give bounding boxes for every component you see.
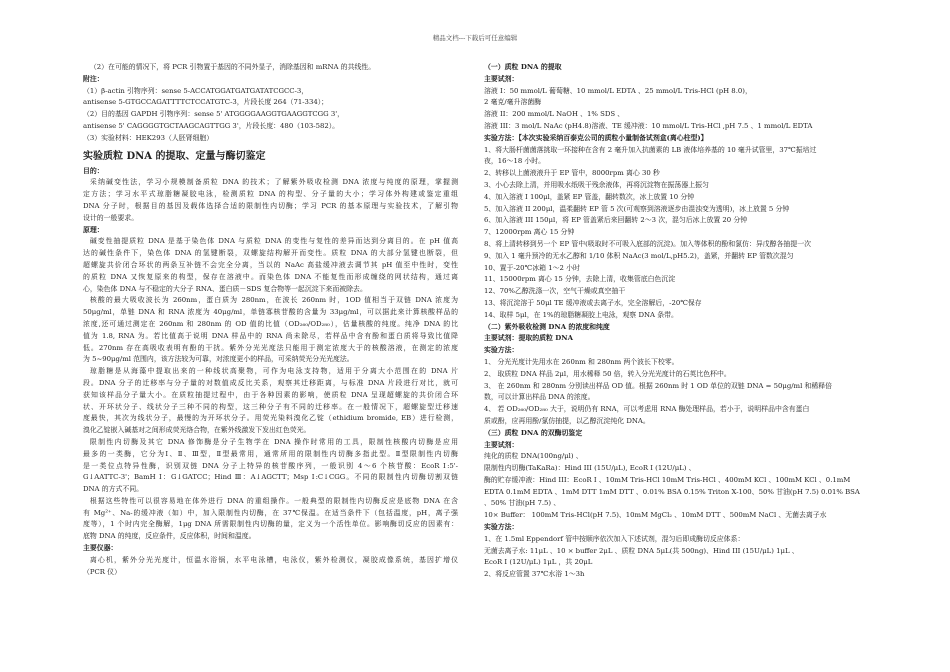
text-line: （3）实验材料：HEK293（人胚肾细胞） xyxy=(83,133,214,142)
page-header: 精品文档---下载后可任意编辑 xyxy=(432,34,518,42)
text-line: 主要试剂： xyxy=(484,440,519,449)
text-line: 2、转移以上菌液液升于 EP 管中，8000rpm 离心 30 秒 xyxy=(484,169,660,178)
text-line: 数，可以计算出样品 DNA 的浓度。 xyxy=(484,393,595,402)
text-line: （2）目的基因 GAPDH 引物序列：sense 5' ATGGGGAAGGTGAAGGTCGG 3'， xyxy=(83,110,345,119)
text-line: （二）紫外吸收检测 DNA 的浓度和纯度 xyxy=(484,322,610,331)
text-line: 是一类位点特异性酶，识别双链 DNA 分子上特异的核苷酸序列，一般识别 4～6 个核苷酸：EcoR Ⅰ:5'- xyxy=(83,461,458,470)
text-line: 有 Mg²⁺、Na-的缓冲液（如）中，加入限制性内切酶，在 37℃保温。在适当条件下（包括温度，pH，离子强 xyxy=(83,508,458,517)
text-line: 度最快，其次为线状分子，最慢的为开环状分子。用荧光染料溴化乙锭（ethidium bromide, EB）进行检测， xyxy=(83,414,458,423)
text-line: 溶液 III：3 mol/L NaAc (pH4.8)溶液、TE 缓冲液：10 mmol/L Tris-HCl ,pH 7.5 、1 mmol/L EDTA xyxy=(484,121,813,130)
text-line: 附注： xyxy=(83,74,104,83)
text-line: 度等），1 个时内完全酶解，1μg DNA 所需限制性内切酶的量，定义为一个活性单位。影响酶切反应的因素有： xyxy=(83,520,458,529)
text-line: DNA 分子时，根据目的基因及载体选择合适的限制性内切酶；学习 PCR 的基本原理与实验技术，了解引物 xyxy=(83,201,458,210)
text-line: 核酸的最大吸收波长为 260nm，蛋白质为 280nm，在波长 260nm 时，1OD 值相当于双链 DNA 浓度为 xyxy=(89,296,458,305)
text-line: 实验方法：【本次实验采纳百泰克公司的质粒小量制备试剂盒(离心柱型)】 xyxy=(484,133,708,142)
principle-paragraph xyxy=(83,236,458,543)
text-line: 主要试剂：提取的质粒 DNA xyxy=(484,334,573,343)
text-line: 实验方法： xyxy=(484,346,519,355)
text-line: 琼脂糖是从海藻中提取出来的一种线状高聚物，可作为电泳支持物，适用于分离大小范围在的 DNA 片 xyxy=(89,367,458,376)
text-line: 低。270nm 存在高吸收表明有酚的干扰。紫外分光光度法只能用于测定浓度大于的核酸溶液，在测定的浓度 xyxy=(83,343,458,352)
text-line: 4、 若 OD₂₆₀/OD₂₈₀ 大于，说明仍有 RNA，可以考虑用 RNA 酶处理样品，若小于，说明样品中含有蛋白 xyxy=(484,405,810,414)
text-line: 溶液 I：50 mmol/L 葡萄糖、10 mmol/L EDTA 、25 mmol/L Tris-HCl (pH 8.0)， xyxy=(484,86,752,95)
text-line: （三）质粒 DNA 的双酶切鉴定 xyxy=(484,428,583,437)
intro-notes xyxy=(83,62,458,145)
text-line: （一）质粒 DNA 的提取 xyxy=(484,63,562,71)
purpose-heading: 目的： xyxy=(83,166,104,175)
text-line: 3、 在 260nm 和 280nm 分别读出样品 OD 值。根据 260nm 时 1 OD 单位的双链 DNA = 50μg/ml 和稀释倍 xyxy=(484,381,833,390)
text-line: 最多的一类酶，它分为Ⅰ、Ⅱ、Ⅲ型，Ⅱ型最常用，通常所用的限制性内切酶多指此型。Ⅱ型限制性内切酶 xyxy=(83,449,458,458)
text-line: 质或酚，应再用酚/氯仿抽提，以乙醇沉淀纯化 DNA。 xyxy=(484,416,650,425)
text-line: 1、 分光光度计先用水在 260nm 和 280nm 两个波长下校零。 xyxy=(484,357,679,366)
text-line: 11、15000rpm 离心 15 分钟，去除上清，收集管底白色沉淀 xyxy=(484,275,676,284)
text-line: 、50% 甘油(pH 7.5) 、 xyxy=(484,499,561,508)
text-line: 的质粒 DNA 又恢复原来的构型，保存在溶液中。而染色体 DNA 不能复性而形成缠绕的网状结构，通过离 xyxy=(83,272,458,281)
left-column xyxy=(83,62,458,578)
text-line: 4、加入溶液 I 100μl，盖紧 EP 管盖，翻转数次，冰上放置 10 分钟 xyxy=(484,192,695,201)
text-line: 定方法；学习水平式琼脂糖凝胶电泳，检测质粒 DNA 的构型、分子量的大小；学习体外构建或鉴定重组 xyxy=(83,190,458,199)
text-line: 2 毫克/毫升溶菌酶 xyxy=(484,98,542,107)
text-line: 溶液 II：200 mmol/L NaOH 、1% SDS 、 xyxy=(484,110,625,119)
text-line: 限制性内切酶及其它 DNA 修饰酶是分子生物学在 DNA 操作时常用的工具，限制性核酸内切酶是应用 xyxy=(89,437,458,446)
text-line: 夜，16～18 小时。 xyxy=(484,157,546,166)
text-line: 13、将沉淀溶于 50μl TE 缓冲液或去离子水，完全溶解后，-20℃保存 xyxy=(484,298,702,307)
text-line: antisense 5' CAGGGGTGCTAAGCAGTTGG 3'，片段长度：480（103-582）。 xyxy=(83,121,340,130)
text-line: 为 5~90μg/ml 范围内，该方法较为可靠，对浓度更小的样品，可采纳荧光分光光度法。 xyxy=(83,355,354,364)
text-line: 14、取样 5μl，在 1%的琼脂糖凝胶上电泳，观察 DNA 条带。 xyxy=(484,310,678,319)
text-line: 碱变性抽提质粒 DNA 是基于染色体 DNA 与质粒 DNA 的变性与复性的差异而达到分离目的。在 pH 值高 xyxy=(89,237,458,246)
right-column xyxy=(484,62,876,581)
text-line: antisense 5-GTGCCAGATTTTCTCCATGTC-3，片段长度 264（71-334）； xyxy=(83,98,329,107)
text-line: 超螺旋共价闭合环状的两条互补链不会完全分离，当以的 NaAc 高盐缓冲液去调节其 pH 值至中性时，变性 xyxy=(83,260,458,269)
text-line: 10、置于-20℃冰箱 1～2 小时 xyxy=(484,263,580,272)
text-line: DNA 的方式不同。 xyxy=(83,485,144,494)
text-line: 50μg/ml，单链 DNA 和 RNA 浓度为 40μg/ml，单链寡核苷酸的含量为 33μg/ml，可以据此来计算核酸样品的 xyxy=(83,308,458,317)
text-line: 段。DNA 分子的迁移率与分子量的对数值成反比关系，观察其迁移距离，与标准 DNA 片段进行对比，就可 xyxy=(83,378,458,387)
text-line: 底物 DNA 的纯度，反应条件，反应体积，时间和温度。 xyxy=(83,532,256,541)
text-line: 达的碱性条件下，染色体 DNA 的氢键断裂，双螺旋结构解开而变性。质粒 DNA 的大部分氢键也断裂，但 xyxy=(83,249,458,258)
text-line: 纯化的质粒 DNA(100ng/μl) 、 xyxy=(484,452,583,461)
text-line: 获知该样品分子量大小。在质粒抽提过程中，由于各种因素的影响，使质粒 DNA 呈现超螺旋的共价闭合环 xyxy=(83,390,458,399)
text-line: 无菌去离子水: 11μL 、10 × buffer 2μL 、质粒 DNA 5μL(共 500ng)、Hind III (15U/μL) 1μL 、 xyxy=(484,546,799,555)
text-line: 6、加入溶液 III 150μl，将 EP 管盖紧后来回翻转 2～3 次，混匀后冰上放置 20 分钟 xyxy=(484,216,748,225)
text-line: 主要试剂： xyxy=(484,74,519,83)
text-line: 实验方法： xyxy=(484,523,519,532)
text-line: 浓度,还可通过测定在 260nm 和 280nm 的 OD 值的比值（OD₂₆₀/OD₂₈₀），估量核酸的纯度。纯净 DNA 的比 xyxy=(83,319,458,328)
text-line: 状、开环状分子、线状分子三种不同的构型，这三种分子有不同的迁移率。在一般情况下，超螺旋型迁移速 xyxy=(83,402,458,411)
text-line: EDTA 0.1mM EDTA 、1mM DTT 1mM DTT 、0.01% BSA 0.15% Triton X-100、50% 甘油(pH 7.5) 0.01% BSA xyxy=(484,487,860,496)
text-line: G↓AATTC-3'；BamH Ⅰ：G↓GATCC；Hind Ⅲ：A↓AGCTT；Msp Ⅰ:C↓CGG。不同的限制性内切酶切割双链 xyxy=(83,473,458,482)
text-line: （2）在可能的情况下，将 PCR 引物置于基因的不同外显子，消除基因和 mRNA 的共线性。 xyxy=(89,63,376,71)
text-line: 5、加入溶液 II 200μl，温柔翻转 EP 管 5 次(可观察到溶液逐步由混浊变为透明)，冰上放置 5 分钟 xyxy=(484,204,790,213)
text-line: （PCR 仪） xyxy=(83,567,121,576)
text-line: 2、 取质粒 DNA 样品 2μl，用水稀释 50 倍，转入分光光度计的石英比色杯中。 xyxy=(484,369,731,378)
text-line: 9、加入 1 毫升预冷的无水乙醇和 1/10 体积 NaAc(3 mol/L,pH5.2)，盖紧，并翻转 EP 管数次混匀 xyxy=(484,251,794,260)
text-line: （1）β-actin 引物序列：sense 5-ACCATGGATGATGATATCGCC-3， xyxy=(83,86,309,95)
text-line: 采纳碱变性法，学习小规模制备质粒 DNA 的技术；了解紫外吸收检测 DNA 浓度与纯度的原理，掌握测 xyxy=(89,178,458,187)
doc-title: 实验质粒 DNA 的提取、定量与酶切鉴定 xyxy=(83,150,266,162)
text-line: 7、12000rpm 离心 15 分钟 xyxy=(484,228,575,237)
text-line: 酶的贮存缓冲液：Hind III：EcoR I 、10mM Tris-HCl 10mM Tris-HCl 、400mM KCl 、100mM KCl 、0.1mM xyxy=(484,475,851,484)
text-line: 根据这些特性可以很容易地在体外进行 DNA 的重组操作。一般典型的限制性内切酶反应是底物 DNA 在含 xyxy=(89,496,458,505)
text-line: 设计的一般要求。 xyxy=(83,213,139,222)
text-line: 8、将上清转移到另一个 EP 管中(吸取时不可吸入底部的沉淀)。加入等体积的酚和氯仿：异戊醇各抽提一次 xyxy=(484,239,811,248)
text-line: 3、小心去除上清，并用吸水纸吸干残余液体，再将沉淀物在振荡器上振匀 xyxy=(484,180,709,189)
text-line: 溴化乙锭嵌入碱基对之间形成荧光络合物，在紫外线激发下发出红色荧光。 xyxy=(83,426,311,435)
instruments-heading: 主要仪器： xyxy=(83,544,118,553)
text-line: EcoR I (12U/μL) 1μL ，共 20μL xyxy=(484,558,593,567)
text-line: 1、在 1.5ml Eppendorf 管中按顺序依次加入下述试剂，混匀后即成酶切反应体系： xyxy=(484,534,745,543)
text-line: 10× Buffer： 100mM Tris-HCl(pH 7.5)、10mM MgCl₂ 、10mM DTT 、500mM NaCl 、无菌去离子水 xyxy=(484,511,827,520)
text-line: 12、70%乙醇洗涤一次，空气干燥或真空抽干 xyxy=(484,287,626,296)
instruments-paragraph xyxy=(83,555,458,579)
principle-heading: 原理： xyxy=(83,225,104,234)
text-line: 离心机，紫外分光光度计，恒温水浴锅，水平电泳槽，电泳仪，紫外检测仪，凝胶成像系统，基因扩增仪 xyxy=(89,555,458,564)
text-line: 心，染色体 DNA 与不稳定的大分子 RNA、蛋白质－SDS 复合物等一起沉淀下来而被除去。 xyxy=(83,284,367,293)
purpose-paragraph xyxy=(83,177,458,224)
text-line: 值为 1.8, RNA 为。若比值高于说明 DNA 样品中的 RNA 尚未除尽，若样品中含有酚和蛋白质将导致比值降 xyxy=(83,331,458,340)
text-line: 1、将大肠杆菌菌落挑取一环接种在含有 2 毫升加入抗菌素的 LB 液体培养基的 10 毫升试管里，37℃振培过 xyxy=(484,145,817,154)
text-line: 限制性内切酶(TaKaRa)：Hind III (15U/μL), EcoR I (12U/μL) 、 xyxy=(484,464,696,473)
text-line: 2、将反应管置 37℃水浴 1～3h xyxy=(484,570,585,579)
